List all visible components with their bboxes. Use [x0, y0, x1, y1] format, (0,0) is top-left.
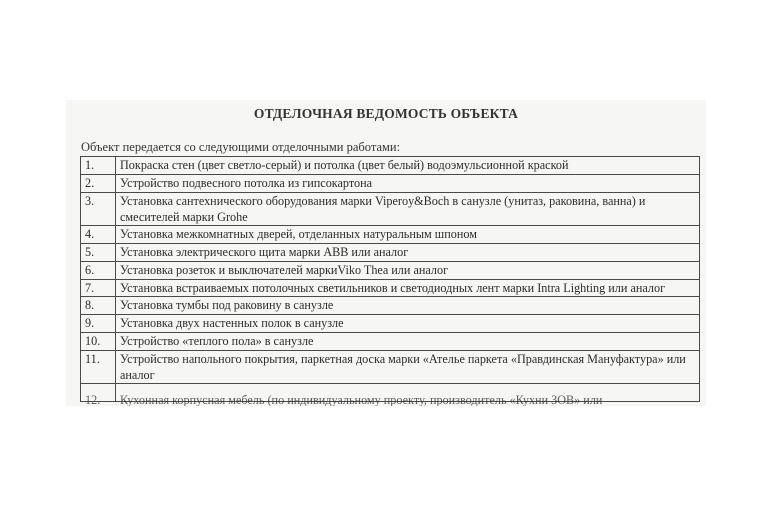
row-number: 9. — [81, 315, 116, 333]
intro-text: Объект передается со следующими отделочными работами: — [81, 140, 401, 154]
document-title: ОТДЕЛОЧНАЯ ВЕДОМОСТЬ ОБЪЕКТА — [253, 106, 519, 121]
table-row — [81, 280, 700, 297]
table-row — [81, 351, 700, 384]
table-row — [81, 157, 700, 175]
table-row — [81, 297, 700, 315]
row-number: 3. — [81, 193, 116, 226]
row-text: Кухонная корпусная мебель (по индивидуальному проекту, производитель «Кухни ЗОВ» или — [116, 384, 700, 402]
row-number: 2. — [81, 175, 116, 193]
row-number: 8. — [81, 297, 116, 315]
row-text: Покраска стен (цвет светло-серый) и потолка (цвет белый) водоэмульсионной краской — [116, 157, 700, 175]
row-number: 4. — [81, 226, 116, 244]
scanned-document — [66, 100, 706, 406]
table-row — [81, 244, 700, 262]
row-text: Установка тумбы под раковину в санузле — [116, 297, 700, 315]
row-number: 7. — [81, 280, 116, 297]
table-row — [81, 262, 700, 280]
row-text: Установка двух настенных полок в санузле — [116, 315, 700, 333]
row-number: 12. — [81, 384, 116, 402]
row-number: 10. — [81, 333, 116, 351]
works-table — [80, 156, 700, 406]
row-text: Установка межкомнатных дверей, отделанных натуральным шпоном — [116, 226, 700, 244]
table-row — [81, 175, 700, 193]
row-number: 6. — [81, 262, 116, 280]
table-row — [81, 193, 700, 226]
table-row — [81, 333, 700, 351]
table-row — [81, 315, 700, 333]
row-text: Установка сантехнического оборудования марки Viperoy&Boch в санузле (унитаз, раковина, ванна) и смесителей марки Grohe — [116, 193, 700, 226]
row-text: Устройство подвесного потолка из гипсокартона — [116, 175, 700, 193]
row-number: 11. — [81, 351, 116, 384]
row-number: 5. — [81, 244, 116, 262]
row-text: Установка встраиваемых потолочных светильников и светодиодных лент марки Intra Lighting или аналог — [116, 280, 700, 297]
row-text: Установка электрического щита марки ABB или аналог — [116, 244, 700, 262]
table-row — [81, 226, 700, 244]
row-text: Установка розеток и выключателей маркиViko Thea или аналог — [116, 262, 700, 280]
row-text: Устройство «теплого пола» в санузле — [116, 333, 700, 351]
row-text: Устройство напольного покрытия, паркетная доска марки «Ателье паркета «Правдинская Мануфактура» или аналог — [116, 351, 700, 384]
table-row — [81, 384, 700, 402]
row-number: 1. — [81, 157, 116, 175]
